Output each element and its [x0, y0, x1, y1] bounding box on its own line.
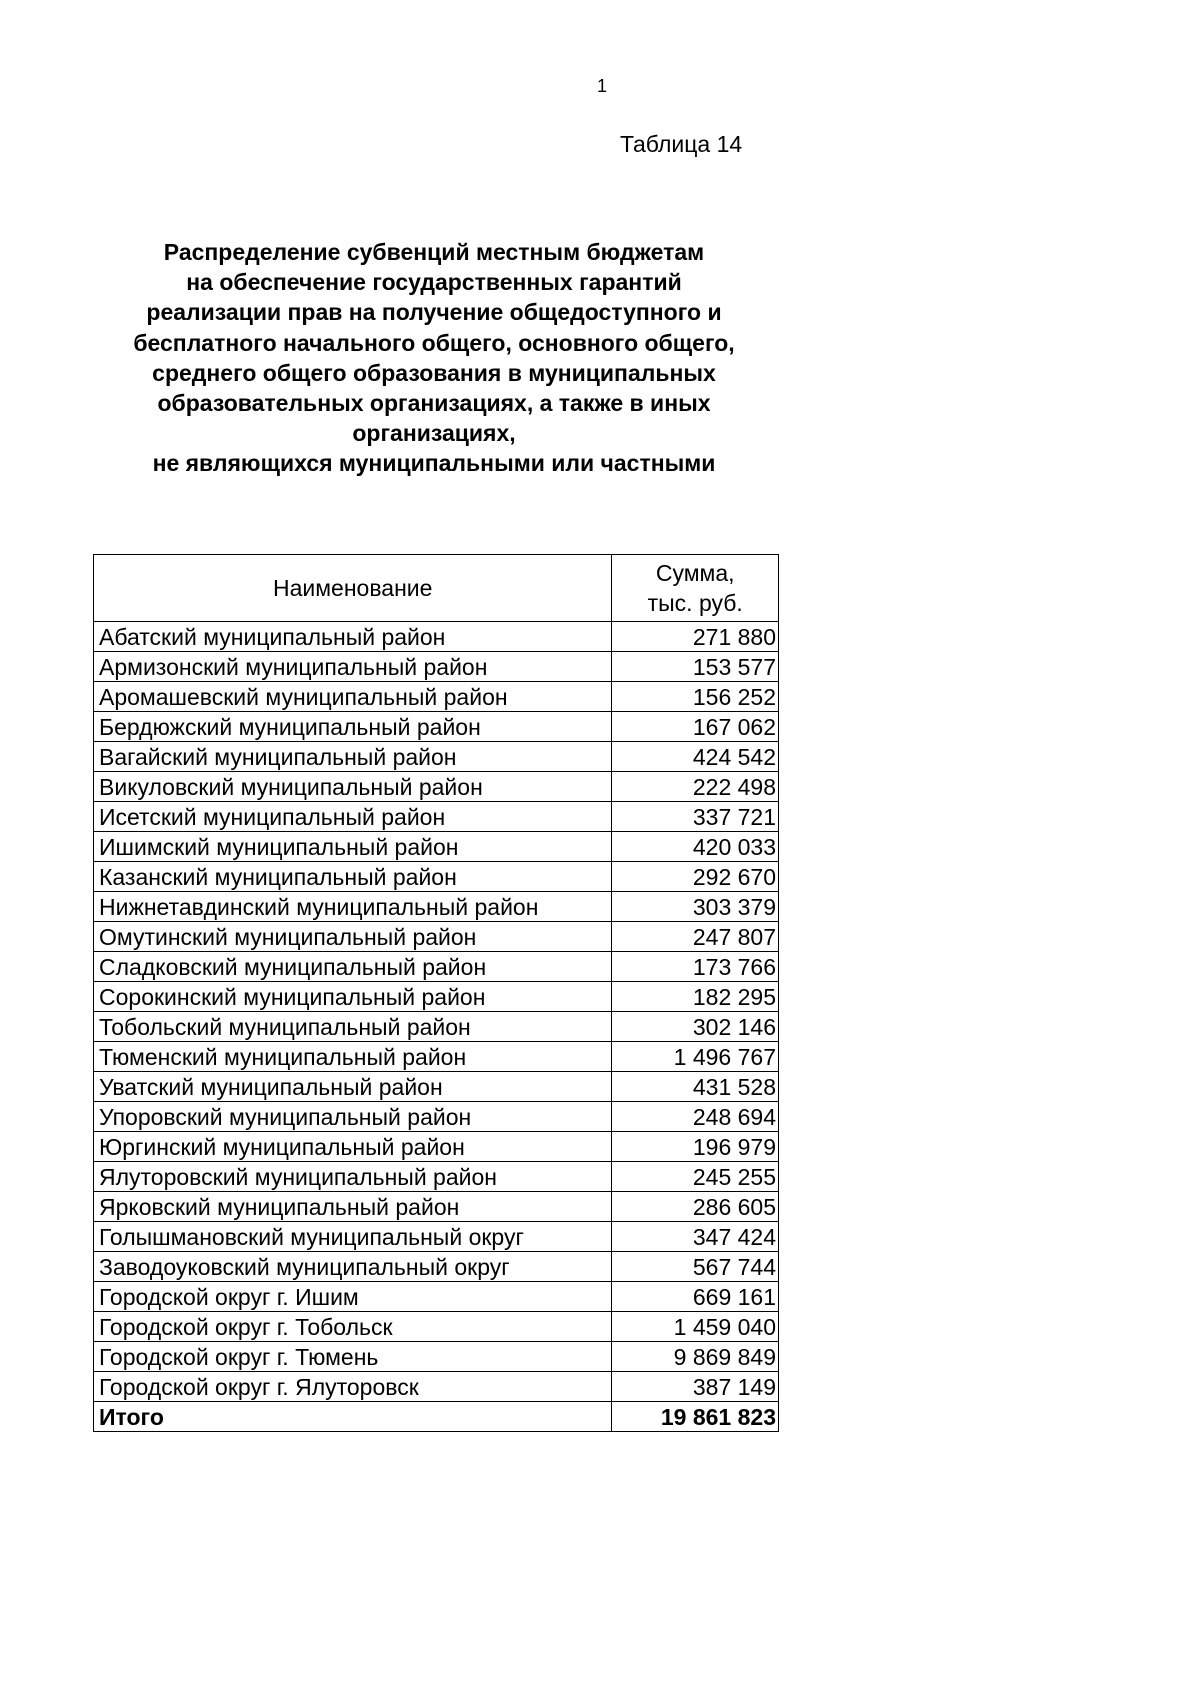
table-row — [94, 1342, 779, 1372]
row-name-cell: Юргинский муниципальный район — [94, 1132, 612, 1162]
table-row — [94, 652, 779, 682]
name-column-header: Наименование — [94, 555, 612, 622]
table-row — [94, 1222, 779, 1252]
row-sum-cell: 271 880 — [612, 622, 779, 652]
row-name-cell: Ялуторовский муниципальный район — [94, 1162, 612, 1192]
row-name-cell: Абатский муниципальный район — [94, 622, 612, 652]
table-row — [94, 892, 779, 922]
row-name-cell: Тобольский муниципальный район — [94, 1012, 612, 1042]
row-sum-cell: 156 252 — [612, 682, 779, 712]
total-label-cell: Итого — [94, 1402, 612, 1432]
document-title — [104, 237, 764, 479]
table-row — [94, 1072, 779, 1102]
sum-column-header — [612, 555, 779, 622]
row-sum-cell: 222 498 — [612, 772, 779, 802]
table-caption: Таблица 14 — [620, 131, 743, 157]
row-name-cell: Ярковский муниципальный район — [94, 1192, 612, 1222]
table-body — [94, 622, 779, 1432]
row-name-cell: Городской округ г. Ялуторовск — [94, 1372, 612, 1402]
sum-header-line: Сумма, — [655, 560, 735, 586]
total-sum-cell: 19 861 823 — [612, 1402, 779, 1432]
row-name-cell: Уватский муниципальный район — [94, 1072, 612, 1102]
table-row — [94, 682, 779, 712]
title-line: на обеспечение государственных гарантий — [186, 269, 682, 296]
row-sum-cell: 424 542 — [612, 742, 779, 772]
row-name-cell: Городской округ г. Тюмень — [94, 1342, 612, 1372]
row-name-cell: Тюменский муниципальный район — [94, 1042, 612, 1072]
total-row — [94, 1402, 779, 1432]
row-name-cell: Казанский муниципальный район — [94, 862, 612, 892]
table-row — [94, 832, 779, 862]
table-row — [94, 772, 779, 802]
row-sum-cell: 669 161 — [612, 1282, 779, 1312]
table-row — [94, 1162, 779, 1192]
table-row — [94, 952, 779, 982]
table-row — [94, 1192, 779, 1222]
row-sum-cell: 431 528 — [612, 1072, 779, 1102]
subsidy-table — [93, 554, 779, 1432]
row-name-cell: Армизонский муниципальный район — [94, 652, 612, 682]
row-name-cell: Голышмановский муниципальный округ — [94, 1222, 612, 1252]
table-row — [94, 712, 779, 742]
table-row — [94, 1102, 779, 1132]
row-sum-cell: 286 605 — [612, 1192, 779, 1222]
table-row — [94, 742, 779, 772]
row-name-cell: Исетский муниципальный район — [94, 802, 612, 832]
row-sum-cell: 196 979 — [612, 1132, 779, 1162]
row-name-cell: Викуловский муниципальный район — [94, 772, 612, 802]
row-sum-cell: 245 255 — [612, 1162, 779, 1192]
table-row — [94, 1312, 779, 1342]
row-name-cell: Омутинский муниципальный район — [94, 922, 612, 952]
title-line: Распределение субвенций местным бюджетам — [163, 239, 705, 265]
title-line: образовательных организациях, а также в иных — [157, 390, 711, 417]
row-name-cell: Бердюжский муниципальный район — [94, 712, 612, 742]
table-row — [94, 1012, 779, 1042]
row-sum-cell: 337 721 — [612, 802, 779, 832]
row-sum-cell: 9 869 849 — [612, 1342, 779, 1372]
row-sum-cell: 1 496 767 — [612, 1042, 779, 1072]
row-name-cell: Сорокинский муниципальный район — [94, 982, 612, 1012]
row-name-cell: Сладковский муниципальный район — [94, 952, 612, 982]
row-sum-cell: 567 744 — [612, 1252, 779, 1282]
row-name-cell: Нижнетавдинский муниципальный район — [94, 892, 612, 922]
row-sum-cell: 182 295 — [612, 982, 779, 1012]
row-name-cell: Заводоуковский муниципальный округ — [94, 1252, 612, 1282]
row-name-cell: Аромашевский муниципальный район — [94, 682, 612, 712]
table-row — [94, 1042, 779, 1072]
table-row — [94, 922, 779, 952]
table-header-row — [94, 555, 779, 622]
title-line: организациях, — [352, 420, 516, 447]
row-name-cell: Вагайский муниципальный район — [94, 742, 612, 772]
row-sum-cell: 347 424 — [612, 1222, 779, 1252]
table-row — [94, 1372, 779, 1402]
row-sum-cell: 420 033 — [612, 832, 779, 862]
table-row — [94, 862, 779, 892]
table-row — [94, 802, 779, 832]
sum-header-line: тыс. руб. — [647, 590, 743, 616]
row-sum-cell: 153 577 — [612, 652, 779, 682]
title-line: не являющихся муниципальными или частными — [152, 450, 716, 477]
row-sum-cell: 303 379 — [612, 892, 779, 922]
row-sum-cell: 302 146 — [612, 1012, 779, 1042]
row-name-cell: Ишимский муниципальный район — [94, 832, 612, 862]
title-line: среднего общего образования в муниципальных — [152, 359, 716, 386]
row-sum-cell: 292 670 — [612, 862, 779, 892]
row-name-cell: Городской округ г. Тобольск — [94, 1312, 612, 1342]
row-sum-cell: 173 766 — [612, 952, 779, 982]
table-row — [94, 982, 779, 1012]
row-sum-cell: 1 459 040 — [612, 1312, 779, 1342]
table-row — [94, 1132, 779, 1162]
title-line: бесплатного начального общего, основного общего, — [133, 329, 735, 356]
row-name-cell: Упоровский муниципальный район — [94, 1102, 612, 1132]
table-row — [94, 622, 779, 652]
table-row — [94, 1282, 779, 1312]
row-sum-cell: 387 149 — [612, 1372, 779, 1402]
title-line: реализации прав на получение общедоступного и — [146, 299, 722, 326]
page-number: 1 — [596, 76, 607, 96]
table-row — [94, 1252, 779, 1282]
row-sum-cell: 247 807 — [612, 922, 779, 952]
row-sum-cell: 248 694 — [612, 1102, 779, 1132]
row-sum-cell: 167 062 — [612, 712, 779, 742]
row-name-cell: Городской округ г. Ишим — [94, 1282, 612, 1312]
